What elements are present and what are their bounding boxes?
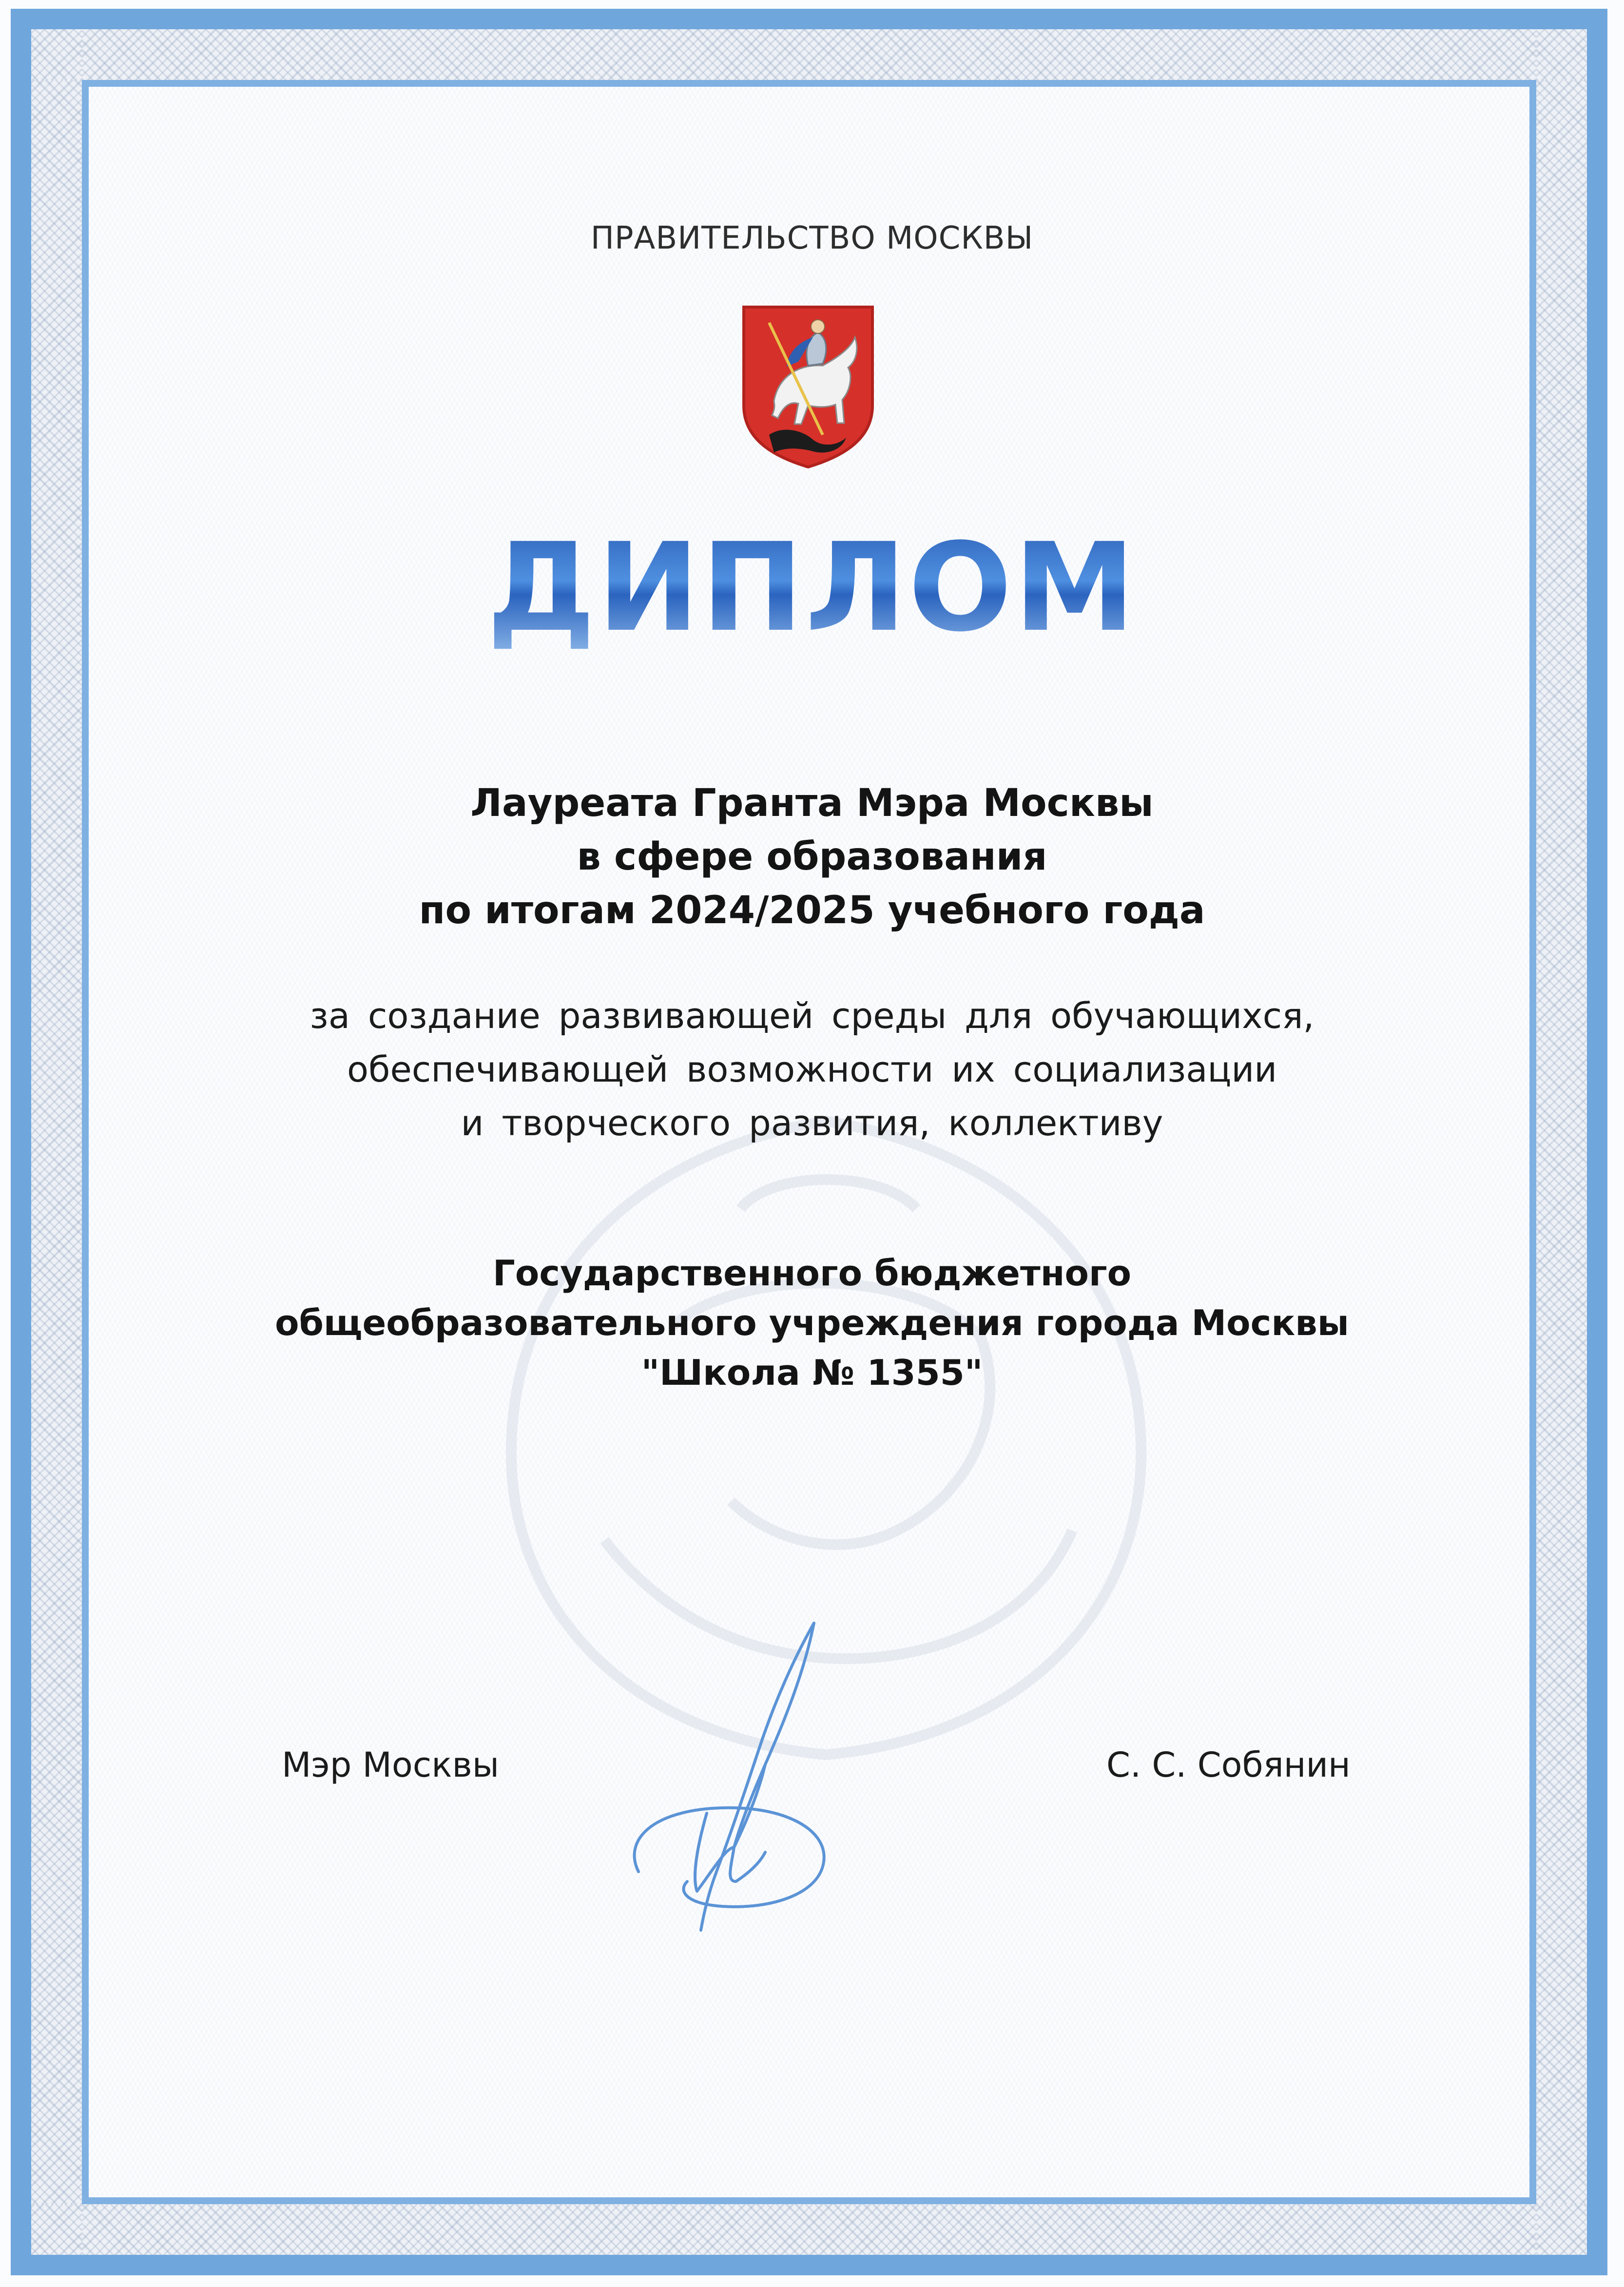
reason-line-1: за создание развивающей среды для обучающихся, <box>309 995 1315 1036</box>
laureate-line-2: в сфере образования <box>577 835 1047 879</box>
organization-line-2: общеобразовательного учреждения города Москвы <box>275 1302 1349 1343</box>
signatory-name: С. С. Собянин <box>1106 1745 1351 1785</box>
signatory-position: Мэр Москвы <box>282 1745 500 1785</box>
laureate-line-3: по итогам 2024/2025 учебного года <box>419 889 1205 932</box>
organization-line-1: Государственного бюджетного <box>492 1253 1132 1294</box>
reason-line-3: и творческого развития, коллективу <box>461 1103 1163 1144</box>
diploma-title: ДИПЛОМ <box>0 517 1624 659</box>
government-heading: ПРАВИТЕЛЬСТВО МОСКВЫ <box>590 220 1034 256</box>
reason-line-2: обеспечивающей возможности их социализации <box>347 1049 1277 1090</box>
moscow-coat-of-arms-icon <box>740 303 876 469</box>
handwritten-signature <box>619 1618 843 1950</box>
laureate-line-1: Лауреата Гранта Мэра Москвы <box>470 781 1154 825</box>
organization-line-3: "Школа № 1355" <box>641 1352 983 1393</box>
